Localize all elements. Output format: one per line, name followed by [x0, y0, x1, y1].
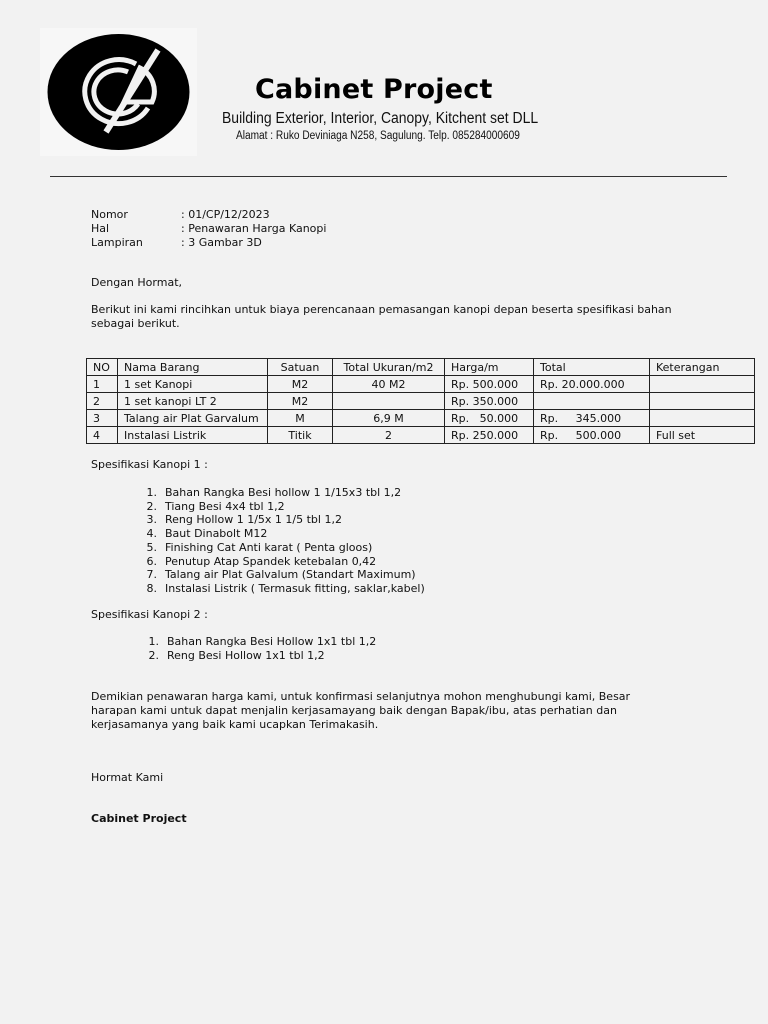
table-cell: [650, 376, 755, 393]
closing-paragraph: Demikian penawaran harga kami, untuk konfirmasi selanjutnya mohon menghubungi kami, Besar harapan kami untuk dapat menjalin kerjasamayang baik dengan Bapak/ibu, atas perhatian dan kerjasamanya yang baik kami ucapkan Terimakasih.: [91, 690, 631, 731]
table-cell: M: [268, 410, 333, 427]
list-item: 7. Talang air Plat Galvalum (Standart Maximum): [146, 568, 416, 582]
table-cell: Rp. 250.000: [445, 427, 534, 444]
list-item: 2. Reng Besi Hollow 1x1 tbl 1,2: [148, 648, 325, 662]
table-cell: Rp. 20.000.000: [534, 376, 650, 393]
list-item: 1. Bahan Rangka Besi Hollow 1x1 tbl 1,2: [148, 635, 377, 648]
table-cell: Rp. 50.000: [445, 410, 534, 427]
table-cell: [534, 393, 650, 410]
table-cell: 1 set Kanopi: [118, 376, 268, 393]
table-cell: 1: [87, 376, 118, 393]
spec2-list: [135, 635, 376, 662]
company-tagline: Building Exterior, Interior, Canopy, Kitchent set DLL: [222, 110, 539, 127]
table-row: [87, 410, 755, 427]
header-divider: [50, 176, 727, 177]
list-item-text: Reng Hollow 1 1/5x 1 1/5 tbl 1,2: [165, 513, 342, 527]
meta-label: Nomor: [91, 208, 128, 221]
table-cell: Titik: [268, 427, 333, 444]
company-logo: [40, 28, 197, 156]
list-item-text: Bahan Rangka Besi Hollow 1x1 tbl 1,2: [167, 635, 377, 648]
list-item: 8. Instalasi Listrik ( Termasuk fitting, saklar,kabel): [146, 581, 425, 595]
list-item-text: Penutup Atap Spandek ketebalan 0,42: [165, 554, 377, 568]
meta-value: : Penawaran Harga Kanopi: [181, 222, 327, 235]
list-item: 6. Penutup Atap Spandek ketebalan 0,42: [146, 554, 377, 568]
list-item-text: Bahan Rangka Besi hollow 1 1/15x3 tbl 1,2: [165, 486, 402, 499]
list-item: 4. Baut Dinabolt M12: [146, 527, 268, 541]
table-row: [87, 393, 755, 410]
table-cell: [650, 393, 755, 410]
table-cell: M2: [268, 376, 333, 393]
meta-label: Hal: [91, 222, 110, 235]
table-cell: 1 set kanopi LT 2: [118, 393, 268, 410]
greeting: Dengan Hormat,: [91, 276, 182, 289]
list-item-text: Baut Dinabolt M12: [165, 527, 268, 541]
table-cell: [650, 410, 755, 427]
table-row: [87, 427, 755, 444]
table-cell: Talang air Plat Garvalum: [118, 410, 268, 427]
list-item: 1. Bahan Rangka Besi hollow 1 1/15x3 tbl 1,2: [146, 486, 402, 499]
table-cell: Instalasi Listrik: [118, 427, 268, 444]
meta-label: Lampiran: [91, 236, 143, 249]
signature: Cabinet Project: [91, 812, 187, 825]
spec1-title: Spesifikasi Kanopi 1 :: [91, 458, 208, 471]
list-item: 5. Finishing Cat Anti karat ( Penta gloos): [146, 540, 373, 554]
table-cell: 6,9 M: [333, 410, 445, 427]
column-header: Total: [534, 359, 650, 376]
column-header: NO: [87, 359, 118, 376]
spec2-title: Spesifikasi Kanopi 2 :: [91, 608, 208, 621]
company-address: Alamat : Ruko Deviniaga N258, Sagulung. Telp. 085284000609: [236, 130, 520, 142]
table-cell: 3: [87, 410, 118, 427]
table-cell: M2: [268, 393, 333, 410]
spec1-list: [133, 486, 425, 596]
meta-value: : 3 Gambar 3D: [181, 236, 262, 249]
column-header: Harga/m: [445, 359, 534, 376]
list-item-text: Finishing Cat Anti karat ( Penta gloos): [165, 540, 373, 554]
column-header: Keterangan: [650, 359, 755, 376]
regards: Hormat Kami: [91, 771, 164, 784]
column-header: Total Ukuran/m2: [333, 359, 445, 376]
company-name: Cabinet Project: [255, 74, 493, 105]
table-cell: 2: [87, 393, 118, 410]
column-header: Nama Barang: [118, 359, 268, 376]
table-header-row: [87, 359, 755, 376]
intro-paragraph: Berikut ini kami rincihkan untuk biaya perencanaan pemasangan kanopi depan beserta spesifikasi bahan sebagai berikut.: [91, 303, 672, 330]
table-cell: Rp. 500.000: [445, 376, 534, 393]
table-cell: [333, 393, 445, 410]
table-cell: Full set: [650, 427, 755, 444]
table-cell: 4: [87, 427, 118, 444]
list-item-text: Tiang Besi 4x4 tbl 1,2: [165, 499, 285, 513]
table-cell: Rp. 345.000: [534, 410, 650, 427]
list-item: 3. Reng Hollow 1 1/5x 1 1/5 tbl 1,2: [146, 513, 342, 527]
column-header: Satuan: [268, 359, 333, 376]
meta-value: : 01/CP/12/2023: [181, 208, 270, 221]
table-cell: 40 M2: [333, 376, 445, 393]
table-cell: Rp. 500.000: [534, 427, 650, 444]
list-item-text: Reng Besi Hollow 1x1 tbl 1,2: [167, 648, 325, 662]
table-cell: Rp. 350.000: [445, 393, 534, 410]
list-item-text: Talang air Plat Galvalum (Standart Maximum): [165, 568, 416, 582]
list-item-text: Instalasi Listrik ( Termasuk fitting, saklar,kabel): [165, 581, 425, 595]
list-item: 2. Tiang Besi 4x4 tbl 1,2: [146, 499, 285, 513]
table-row: [87, 376, 755, 393]
price-table: [86, 358, 755, 444]
table-cell: 2: [333, 427, 445, 444]
